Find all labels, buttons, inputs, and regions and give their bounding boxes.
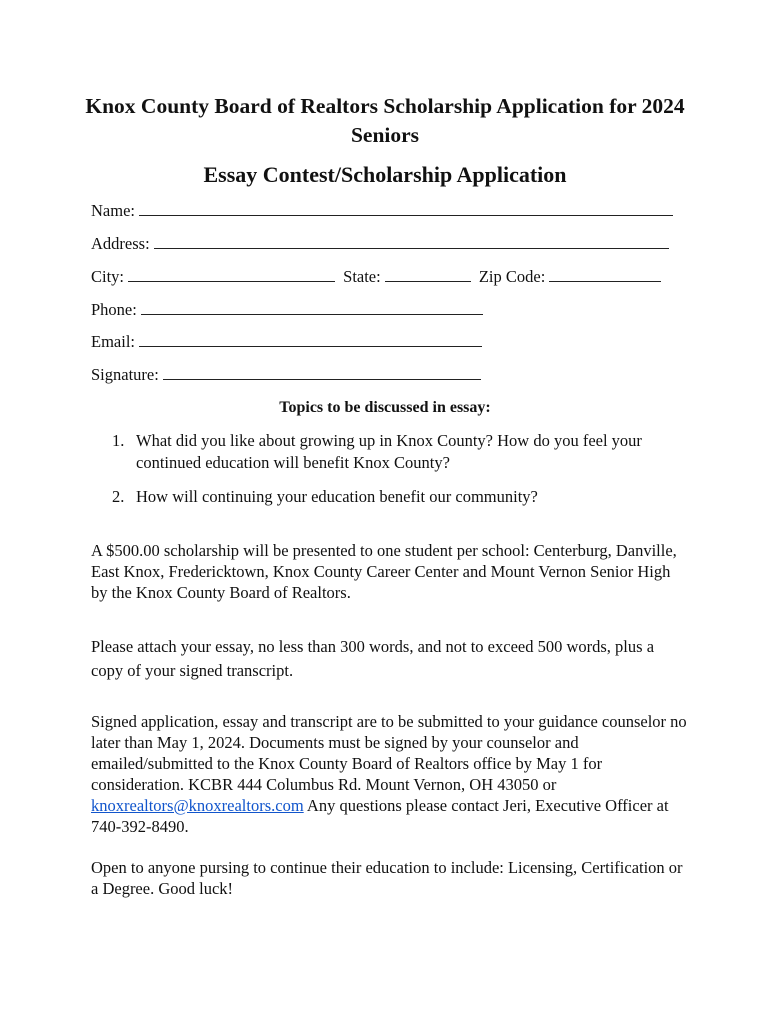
- document-title: Knox County Board of Realtors Scholarship Application for 2024 Seniors: [85, 94, 685, 147]
- address-field: [91, 234, 669, 254]
- state-label: State:: [343, 267, 381, 286]
- city-blank[interactable]: [128, 267, 335, 282]
- email-link[interactable]: knoxrealtors@knoxrealtors.com: [91, 796, 304, 815]
- topic-item-2: [112, 486, 692, 508]
- topic-number: 1.: [112, 431, 125, 450]
- closing-paragraph: Open to anyone pursing to continue their education to include: Licensing, Certification or a Degree. Good luck!: [91, 858, 683, 898]
- signature-blank[interactable]: [163, 365, 481, 380]
- state-blank[interactable]: [385, 267, 471, 282]
- name-blank[interactable]: [139, 201, 673, 216]
- topic-item-1: [112, 430, 692, 474]
- city-label: City:: [91, 267, 125, 286]
- topic-text: What did you like about growing up in Knox County? How do you feel your continued education will benefit Knox County?: [136, 431, 642, 472]
- phone-field: [91, 300, 483, 320]
- scholarship-paragraph: A $500.00 scholarship will be presented to one student per school: Centerburg, Danville, East Knox, Fredericktown, Knox County Career Center and Mount Vernon Senior High by the Knox County Board of Realtors.: [91, 541, 677, 602]
- attach-paragraph: Please attach your essay, no less than 300 words, and not to exceed 500 words, plus a copy of your signed transcript.: [91, 637, 655, 680]
- name-field: [91, 201, 673, 221]
- topic-number: 2.: [112, 487, 125, 506]
- email-blank[interactable]: [139, 332, 482, 347]
- name-label: Name:: [91, 201, 135, 220]
- address-blank[interactable]: [154, 234, 669, 249]
- signature-field: [91, 365, 481, 385]
- submission-paragraph: [91, 711, 689, 837]
- topics-heading: Topics to be discussed in essay:: [279, 399, 491, 416]
- zip-blank[interactable]: [549, 267, 661, 282]
- city-state-zip-field: [91, 267, 661, 287]
- signature-label: Signature:: [91, 365, 159, 384]
- topic-text: How will continuing your education benefit our community?: [136, 487, 538, 506]
- contact-text: Any questions please contact Jeri, Executive Officer at 740-392-8490.: [91, 796, 669, 836]
- zip-label: Zip Code:: [478, 267, 546, 286]
- phone-blank[interactable]: [141, 300, 483, 315]
- email-field: [91, 332, 482, 352]
- submission-text: Signed application, essay and transcript are to be submitted to your guidance counselor no later than May 1, 2024. Documents must be signed by your counselor and emailed/submitted to the Knox County Board of Realtors office by May 1 for consideration. KCBR 444 Columbus Rd. Mount Vernon, OH 43050 or: [91, 712, 687, 794]
- email-label: Email:: [91, 332, 135, 351]
- phone-label: Phone:: [91, 300, 137, 319]
- document-subtitle: Essay Contest/Scholarship Application: [203, 162, 567, 187]
- address-label: Address:: [91, 234, 150, 253]
